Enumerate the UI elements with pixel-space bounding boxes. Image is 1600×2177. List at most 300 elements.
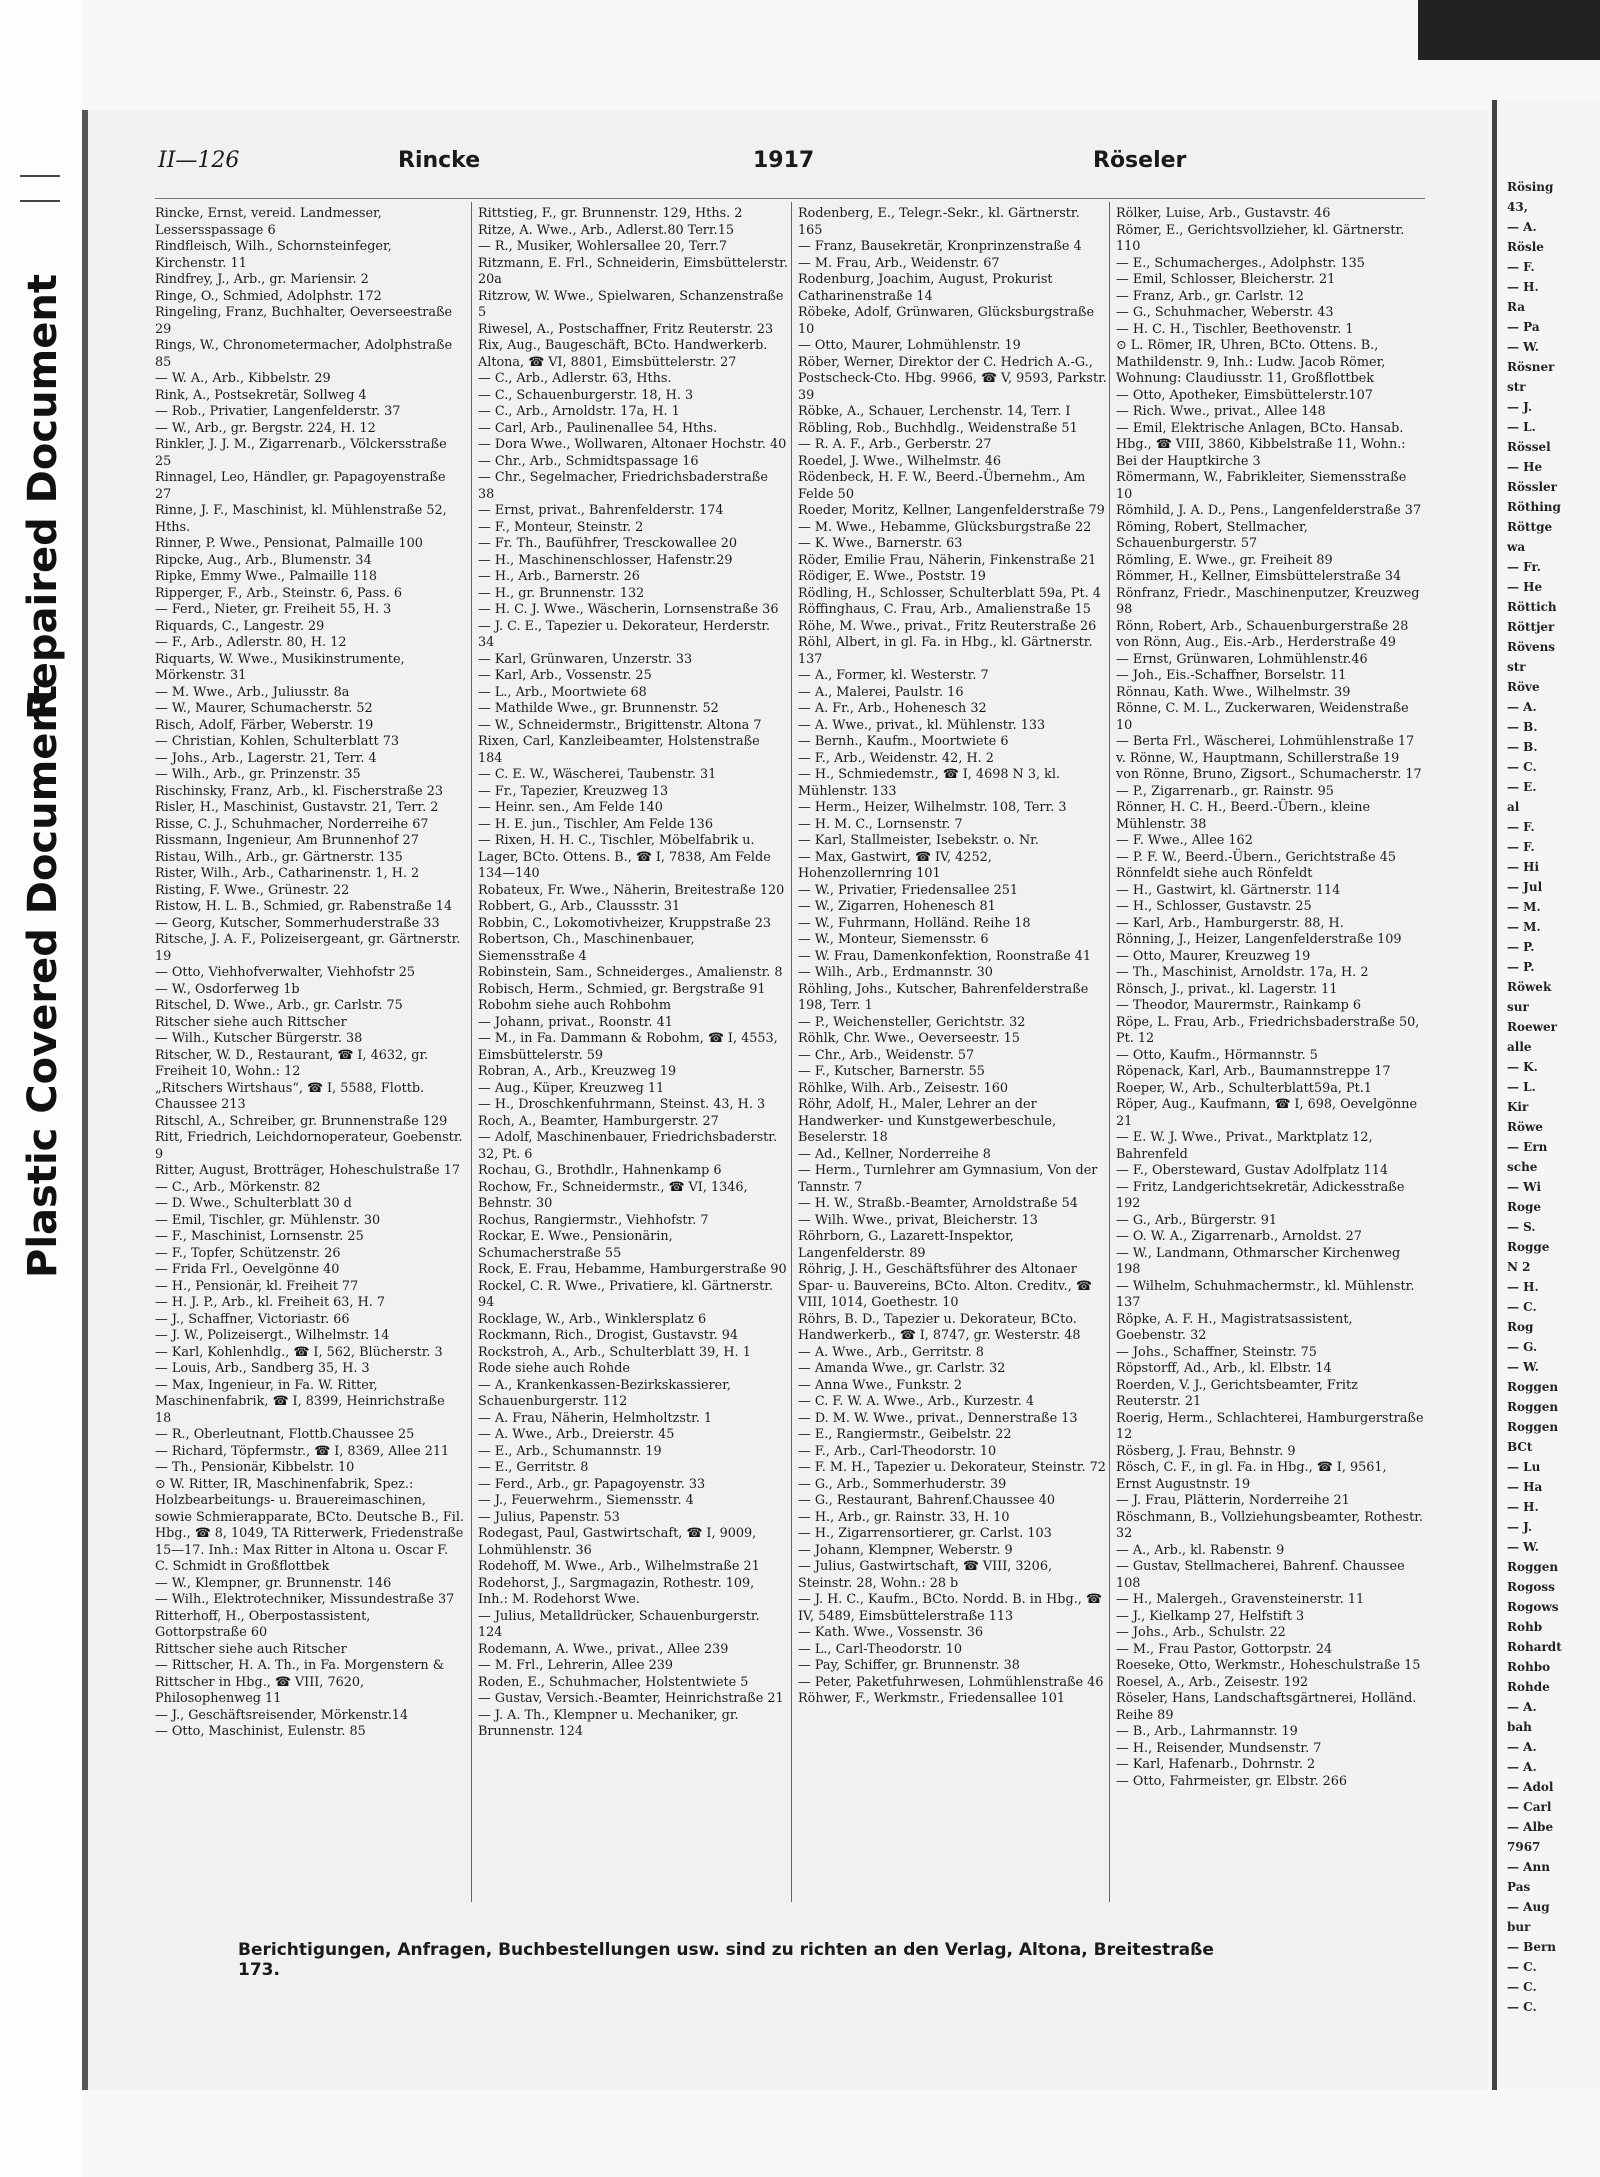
directory-entry: Rockstroh, A., Arb., Schulterblatt 39, H. 1 [478, 1344, 751, 1360]
directory-entry: — J. Frau, Plätterin, Norderreihe 21 [1116, 1493, 1350, 1508]
directory-entry: — E., Gerritstr. 8 [478, 1460, 589, 1475]
facing-page-fragment: Rössel [1507, 440, 1551, 454]
directory-entry: Rönsch, J., privat., kl. Lagerstr. 11 [1116, 981, 1338, 997]
facing-page-fragment: — C. [1507, 760, 1537, 774]
facing-page-fragment: — Carl [1507, 1800, 1552, 1814]
facing-page-fragment: str [1507, 380, 1526, 394]
facing-page-fragment: bur [1507, 1920, 1531, 1934]
directory-entry: — Rittscher, H. A. Th., in Fa. Morgenstern & Rittscher in Hbg., ☎ VIII, 7620, Philosophenweg 11 [155, 1658, 445, 1706]
facing-page-fragment: Rohb [1507, 1620, 1543, 1634]
directory-entry: — Karl, Hafenarb., Dohrnstr. 2 [1116, 1757, 1316, 1772]
directory-entry: — Wilh. Wwe., privat, Bleicherstr. 13 [798, 1212, 1038, 1228]
directory-entry: Riquards, C., Langestr. 29 [155, 618, 325, 634]
directory-entry: — Julius, Papenstr. 53 [478, 1509, 620, 1525]
directory-entry: Ringeling, Franz, Buchhalter, Oeverseestraße 29 [155, 305, 453, 337]
directory-entry: — W., Fuhrmann, Holländ. Reihe 18 [798, 915, 1031, 931]
directory-entry: Rindfrey, J., Arb., gr. Mariensir. 2 [155, 272, 369, 287]
directory-entry: — Adolf, Maschinenbauer, Friedrichsbaderstr. 32, Pt. 6 [478, 1130, 778, 1162]
directory-entry: — Johs., Arb., Schulstr. 22 [1116, 1625, 1286, 1640]
directory-entry: — P. F. W., Beerd.-Übern., Gerichtstraße 45 [1116, 849, 1397, 865]
directory-entry: — A., Former, kl. Westerstr. 7 [798, 668, 989, 683]
directory-entry: Rönnfeldt siehe auch Rönfeldt [1116, 866, 1313, 881]
directory-entry: — Ernst, Grünwaren, Lohmühlenstr.46 [1116, 651, 1368, 667]
directory-entry: Ripke, Emmy Wwe., Palmaille 118 [155, 569, 378, 584]
facing-page-fragment: — Ern [1507, 1140, 1548, 1154]
directory-entry: — E., Rangiermstr., Geibelstr. 22 [798, 1427, 1012, 1442]
directory-entry: Ringe, O., Schmied, Adolphstr. 172 [155, 288, 382, 304]
facing-page-fragment: Rövens [1507, 640, 1556, 654]
directory-entry: — G., Schuhmacher, Weberstr. 43 [1116, 305, 1334, 320]
directory-entry: — P., Weichensteller, Gerichtstr. 32 [798, 1014, 1026, 1030]
directory-entry: Röming, Robert, Stellmacher, Schauenburgerstr. 57 [1116, 519, 1308, 551]
directory-entry: Roerden, V. J., Gerichtsbeamter, Fritz Reuterstr. 21 [1116, 1377, 1358, 1409]
directory-entry: — Otto, Apotheker, Eimsbüttelerstr.107 [1116, 387, 1373, 403]
facing-page-fragment: Rogows [1507, 1600, 1559, 1614]
directory-entry: — Joh., Eis.-Schaffner, Borselstr. 11 [1116, 668, 1347, 683]
facing-page-fragment: Röwe [1507, 1120, 1543, 1134]
directory-entry: Rödiger, E. Wwe., Poststr. 19 [798, 569, 986, 584]
directory-entry: Robohm siehe auch Rohbohm [478, 998, 671, 1013]
facing-page-fragment: — M. [1507, 900, 1541, 914]
directory-entry: — Theodor, Maurermstr., Rainkamp 6 [1116, 998, 1362, 1013]
directory-entry: Roeder, Moritz, Kellner, Langenfelderstraße 79 [798, 503, 1105, 518]
directory-entry: — Rich. Wwe., privat., Allee 148 [1116, 404, 1326, 419]
directory-entry: Rittstieg, F., gr. Brunnenstr. 129, Hths. 2 [478, 206, 743, 221]
facing-page-fragment: — Hi [1507, 860, 1540, 874]
directory-entry: — Pay, Schiffer, gr. Brunnenstr. 38 [798, 1658, 1020, 1673]
facing-page-fragment: — H. [1507, 1280, 1539, 1294]
directory-entry: — R. A. F., Arb., Gerberstr. 27 [798, 437, 992, 452]
facing-page-fragment: — F. [1507, 820, 1535, 834]
directory-entry: — Rob., Privatier, Langenfelderstr. 37 [155, 404, 401, 419]
directory-entry: — Wilh., Arb., Erdmannstr. 30 [798, 965, 993, 980]
scan-edge-dark [1418, 0, 1600, 60]
directory-entry: Rincke, Ernst, vereid. Landmesser, Lessersspassage 6 [155, 206, 382, 238]
directory-entry: — Herm., Heizer, Wilhelmstr. 108, Terr. 3 [798, 800, 1067, 815]
directory-entry: — Otto, Kaufm., Hörmannstr. 5 [1116, 1047, 1318, 1063]
header-rule [155, 198, 1425, 199]
directory-entry: — F., Monteur, Steinstr. 2 [478, 519, 644, 535]
directory-entry: — M. Frl., Lehrerin, Allee 239 [478, 1658, 674, 1673]
directory-entry: — Amanda Wwe., gr. Carlstr. 32 [798, 1361, 1006, 1376]
directory-entry: — J., Schaffner, Victoriastr. 66 [155, 1311, 350, 1327]
directory-entry: — C. F. W. A. Wwe., Arb., Kurzestr. 4 [798, 1394, 1035, 1409]
facing-page-fragment: — A. [1507, 700, 1537, 714]
facing-page-fragment: — Pa [1507, 320, 1540, 334]
directory-entry: — A., Malerei, Paulstr. 16 [798, 684, 964, 700]
facing-page-fragment: — C. [1507, 1980, 1537, 1994]
directory-entry: — W., Zigarren, Hohenesch 81 [798, 899, 996, 914]
side-label-panel [0, 0, 82, 2177]
directory-entry: Rodenburg, Joachim, August, Prokurist Catharinenstraße 14 [798, 272, 1053, 304]
directory-entry: Röschmann, B., Vollziehungsbeamter, Rothestr. 32 [1116, 1509, 1424, 1541]
directory-entry: — Otto, Maurer, Lohmühlenstr. 19 [798, 338, 1021, 353]
directory-entry: — C., Arb., Arnoldstr. 17a, H. 1 [478, 404, 680, 419]
facing-page-fragment: — Lu [1507, 1460, 1541, 1474]
directory-entry: Rockar, E. Wwe., Pensionärin, Schumacherstraße 55 [478, 1229, 673, 1261]
facing-page-fragment: Röve [1507, 680, 1540, 694]
directory-entry: Rix, Aug., Baugeschäft, BCto. Handwerkerb. Altona, ☎ VI, 8801, Eimsbüttelerstr. 27 [478, 338, 768, 370]
document-page [82, 110, 1488, 2090]
directory-entry: — Johs., Schaffner, Steinstr. 75 [1116, 1344, 1317, 1360]
side-tick-mark [20, 175, 60, 177]
directory-entry: Rönne, C. M. L., Zuckerwaren, Weidenstraße 10 [1116, 701, 1409, 733]
directory-entry: Röhrborn, G., Lazarett-Inspektor, Langenfelderstr. 89 [798, 1229, 1014, 1261]
column-divider [1109, 202, 1110, 1902]
directory-entry: — L., Arb., Moortwiete 68 [478, 684, 647, 700]
page-number: II—126 [158, 148, 240, 173]
directory-entry: — C., Schauenburgerstr. 18, H. 3 [478, 387, 694, 403]
directory-entry: — Chr., Arb., Schmidtspassage 16 [478, 453, 699, 469]
directory-entry: — H. M. C., Lornsenstr. 7 [798, 816, 963, 832]
directory-entry: Röpke, A. F. H., Magistratsassistent, Goebenstr. 32 [1116, 1311, 1353, 1343]
facing-page-fragment: — E. [1507, 780, 1537, 794]
facing-page-fragment: Rösing [1507, 180, 1554, 194]
directory-entry: Ripperger, F., Arb., Steinstr. 6, Pass. 6 [155, 585, 402, 601]
facing-page-fragment: Röwek [1507, 980, 1552, 994]
facing-page-fragment: Röttich [1507, 600, 1557, 614]
directory-entry: Ripcke, Aug., Arb., Blumenstr. 34 [155, 552, 372, 568]
directory-entry: — A. Frau, Näherin, Helmholtzstr. 1 [478, 1410, 713, 1426]
directory-entry: Römermann, W., Fabrikleiter, Siemensstraße 10 [1116, 470, 1407, 502]
directory-entry: — D. M. W. Wwe., privat., Dennerstraße 13 [798, 1410, 1078, 1426]
directory-entry: ⊙ L. Römer, IR, Uhren, BCto. Ottens. B., Mathildenstr. 9, Inh.: Ludw. Jacob Römer, Wohnung: Claudiusstr. 11, Großflottbek [1116, 338, 1386, 386]
directory-entry: Röhrs, B. D., Tapezier u. Dekorateur, BCto. Handwerkerb., ☎ I, 8747, gr. Westerstr. 48 [798, 1311, 1081, 1343]
directory-entry: Röseler, Hans, Landschaftsgärtnerei, Holländ. Reihe 89 [1116, 1691, 1417, 1723]
directory-entry: — Kath. Wwe., Vossenstr. 36 [798, 1625, 984, 1640]
facing-page-fragment: — A. [1507, 1700, 1537, 1714]
directory-entry: Röpstorff, Ad., Arb., kl. Elbstr. 14 [1116, 1361, 1332, 1376]
directory-entry: — O. W. A., Zigarrenarb., Arnoldst. 27 [1116, 1229, 1362, 1244]
facing-page-fragment: — C. [1507, 1960, 1537, 1974]
directory-entry: — H., Reisender, Mundsenstr. 7 [1116, 1740, 1322, 1756]
header-first-entry: Rincke [398, 148, 481, 173]
facing-page-fragment: — F. [1507, 840, 1535, 854]
directory-entry: — Otto, Viehhofverwalter, Viehhofstr 25 [155, 965, 416, 980]
directory-entry: Roch, A., Beamter, Hamburgerstr. 27 [478, 1113, 719, 1129]
directory-entry: — D. Wwe., Schulterblatt 30 d [155, 1196, 352, 1211]
directory-entry: — H. E. jun., Tischler, Am Felde 136 [478, 816, 713, 832]
facing-page-fragment: — A. [1507, 1740, 1537, 1754]
directory-entry: Römmer, H., Kellner, Eimsbüttelerstraße 34 [1116, 569, 1402, 584]
directory-entry: Rönn, Robert, Arb., Schauenburgerstraße 28 [1116, 618, 1409, 634]
directory-entry: — Emil, Schlosser, Bleicherstr. 21 [1116, 272, 1336, 287]
directory-entry: Rodehorst, J., Sargmagazin, Rothestr. 109, Inh.: M. Rodehorst Wwe. [478, 1575, 755, 1607]
side-label-plastic-covered: Plastic Covered Document [20, 684, 66, 1278]
page-footer: Berichtigungen, Anfragen, Buchbestellungen usw. sind zu richten an den Verlag, Altona, Breitestraße 173. [238, 1940, 1214, 1980]
directory-entry: Rinnagel, Leo, Händler, gr. Papagoyenstraße 27 [155, 470, 446, 502]
directory-entry: — F., Arb., Adlerstr. 80, H. 12 [155, 635, 347, 650]
facing-page-fragment: — L. [1507, 1080, 1536, 1094]
directory-entry: — H., Arb., Barnerstr. 26 [478, 569, 640, 584]
directory-entry: Ristau, Wilh., Arb., gr. Gärtnerstr. 135 [155, 849, 403, 865]
directory-entry: Rister, Wilh., Arb., Catharinenstr. 1, H. 2 [155, 866, 420, 881]
directory-entry: Rockmann, Rich., Drogist, Gustavstr. 94 [478, 1328, 739, 1343]
directory-entry: Röhrig, J. H., Geschäftsführer des Altonaer Spar- u. Bauvereins, BCto. Alton. Creditv., ☎ VIII, 1014, Goethestr. 10 [798, 1262, 1092, 1310]
facing-page-fragment: N 2 [1507, 1260, 1531, 1274]
directory-entry: Röpenack, Karl, Arb., Baumannstreppe 17 [1116, 1064, 1391, 1079]
facing-page-fragment: — B. [1507, 740, 1538, 754]
directory-entry: Römling, E. Wwe., gr. Freiheit 89 [1116, 552, 1333, 568]
facing-page-fragment: Röttjer [1507, 620, 1555, 634]
directory-entry: — H., Arb., gr. Rainstr. 33, H. 10 [798, 1509, 1010, 1525]
directory-entry: — W., Arb., gr. Bergstr. 224, H. 12 [155, 420, 376, 436]
facing-page-fragment: — M. [1507, 920, 1541, 934]
directory-entry: — Christian, Kohlen, Schulterblatt 73 [155, 734, 400, 749]
directory-entry: Röbeke, Adolf, Grünwaren, Glücksburgstraße 10 [798, 305, 1095, 337]
side-tick-mark [20, 200, 60, 202]
directory-entry: — H., Schmiedemstr., ☎ I, 4698 N 3, kl. Mühlenstr. 133 [798, 767, 1061, 799]
facing-page-fragment: — Bern [1507, 1940, 1557, 1954]
directory-entry: — M. Wwe., Arb., Juliusstr. 8a [155, 684, 350, 700]
facing-page-fragment: Roggen [1507, 1400, 1559, 1414]
facing-page-fragment: — Ha [1507, 1480, 1543, 1494]
directory-entry: Rönnau, Kath. Wwe., Wilhelmstr. 39 [1116, 684, 1351, 700]
directory-entry: — Franz, Arb., gr. Carlstr. 12 [1116, 288, 1304, 304]
directory-entry: Risler, H., Maschinist, Gustavstr. 21, Terr. 2 [155, 800, 439, 815]
facing-page-fragment: — W. [1507, 1540, 1539, 1554]
facing-page-fragment: — C. [1507, 2000, 1537, 2014]
directory-entry: — F., Obersteward, Gustav Adolfplatz 114 [1116, 1163, 1388, 1178]
directory-entry: — P., Zigarrenarb., gr. Rainstr. 95 [1116, 783, 1334, 799]
facing-page-fragment: — P. [1507, 940, 1535, 954]
directory-entry: Ritschel, D. Wwe., Arb., gr. Carlstr. 75 [155, 998, 403, 1013]
directory-entry: Robbert, G., Arb., Claussstr. 31 [478, 899, 681, 914]
directory-entry: Robertson, Ch., Maschinenbauer, Siemensstraße 4 [478, 932, 695, 964]
directory-entry: Ritzmann, E. Frl., Schneiderin, Eimsbüttelerstr. 20a [478, 255, 788, 287]
directory-entry: — Karl, Arb., Vossenstr. 25 [478, 668, 652, 683]
facing-page-fragment: Rösle [1507, 240, 1544, 254]
directory-entry: Röder, Emilie Frau, Näherin, Finkenstraße 21 [798, 552, 1097, 568]
directory-entry: Rinkler, J. J. M., Zigarrenarb., Völckersstraße 25 [155, 437, 447, 469]
directory-entry: — Karl, Grünwaren, Unzerstr. 33 [478, 651, 693, 667]
directory-entry: Robisch, Herm., Schmied, gr. Bergstraße 91 [478, 981, 766, 997]
directory-entry: — M., in Fa. Dammann & Robohm, ☎ I, 4553, Eimsbüttelerstr. 59 [478, 1031, 778, 1063]
directory-entry: — J., Kielkamp 27, Helfstift 3 [1116, 1608, 1305, 1624]
directory-entry: Rindfleisch, Wilh., Schornsteinfeger, Kirchenstr. 11 [155, 239, 392, 271]
directory-entry: Rischinsky, Franz, Arb., kl. Fischerstraße 23 [155, 783, 444, 799]
facing-page-fragment: Rog [1507, 1320, 1534, 1334]
facing-page-fragment: — L. [1507, 420, 1536, 434]
directory-entry: — Wilhelm, Schuhmachermstr., kl. Mühlenstr. 137 [1116, 1278, 1415, 1310]
directory-entry: — Georg, Kutscher, Sommerhuderstraße 33 [155, 915, 440, 931]
directory-entry: — Otto, Maschinist, Eulenstr. 85 [155, 1724, 366, 1739]
directory-entry: — H. J. P., Arb., kl. Freiheit 63, H. 7 [155, 1295, 386, 1310]
facing-page-fragment: — H. [1507, 280, 1539, 294]
directory-entry: Rönfranz, Friedr., Maschinenputzer, Kreuzweg 98 [1116, 585, 1420, 617]
directory-entry: — Fritz, Landgerichtsekretär, Adickesstraße 192 [1116, 1179, 1405, 1211]
facing-page-fragment: — Fr. [1507, 560, 1541, 574]
directory-entry: — Karl, Arb., Hamburgerstr. 88, H. [1116, 915, 1344, 931]
directory-entry: — Otto, Maurer, Kreuzweg 19 [1116, 948, 1311, 964]
directory-entry: Robbin, C., Lokomotivheizer, Kruppstraße 23 [478, 915, 771, 931]
directory-entry: Rittscher siehe auch Ritscher [155, 1641, 347, 1657]
facing-page-fragment: Röttge [1507, 520, 1553, 534]
directory-entry: — F. M. H., Tapezier u. Dekorateur, Steinstr. 72 [798, 1460, 1106, 1475]
facing-page-fragment: Kir [1507, 1100, 1529, 1114]
directory-entry: ⊙ W. Ritter, IR, Maschinenfabrik, Spez.: Holzbearbeitungs- u. Brauereimaschinen, sowie Schmierapparate, BCto. Deutsche B., Fil. Hbg., ☎ 8, 1049, TA Ritterwerk, Friedenstraße 15—17. Inh.: Max Ritter in Altona u. Oscar F. C. Schmidt in Großflottbek [155, 1476, 465, 1574]
directory-entry: Röber, Werner, Direktor der C. Hedrich A.-G., Postscheck-Cto. Hbg. 9966, ☎ V, 9593, Parkstr. 39 [798, 354, 1107, 403]
directory-entry: — A., Arb., kl. Rabenstr. 9 [1116, 1542, 1285, 1558]
directory-entry: Rockel, C. R. Wwe., Privatiere, kl. Gärtnerstr. 94 [478, 1278, 774, 1310]
column-divider [791, 202, 792, 1902]
directory-entry: — E., Schumacherges., Adolphstr. 135 [1116, 255, 1365, 271]
directory-entry: — J. A. Th., Klempner u. Mechaniker, gr. Brunnenstr. 124 [478, 1707, 739, 1739]
directory-entry: — J., Geschäftsreisender, Mörkenstr.14 [155, 1707, 409, 1723]
directory-entry: — Max, Ingenieur, in Fa. W. Ritter, Maschinenfabrik, ☎ I, 8399, Heinrichstraße 18 [155, 1377, 445, 1426]
directory-entry: — H., Maschinenschlosser, Hafenstr.29 [478, 552, 733, 568]
facing-page-fragment: al [1507, 800, 1520, 814]
directory-entry: — Fr. Th., Baufühfrer, Tresckowallee 20 [478, 536, 738, 551]
directory-entry: — Heinr. sen., Am Felde 140 [478, 800, 663, 815]
directory-entry: Roerig, Herm., Schlachterei, Hamburgerstraße 12 [1116, 1410, 1424, 1442]
directory-entry: „Ritschers Wirtshaus“, ☎ I, 5588, Flottb. Chaussee 213 [155, 1080, 425, 1112]
directory-entry: — Chr., Segelmacher, Friedrichsbaderstraße 38 [478, 470, 768, 502]
directory-entry: Ritterhoff, H., Oberpostassistent, Gottorpstraße 60 [155, 1608, 371, 1640]
directory-entry: — Johann, privat., Roonstr. 41 [478, 1014, 673, 1030]
facing-page-fragment: — C. [1507, 1300, 1537, 1314]
directory-entry: Roden, E., Schuhmacher, Holstentwiete 5 [478, 1674, 749, 1690]
facing-page-fragment: — A. [1507, 220, 1537, 234]
directory-entry: Rock, E. Frau, Hebamme, Hamburgerstraße 90 [478, 1262, 787, 1277]
facing-page-fragment: Roggen [1507, 1420, 1559, 1434]
directory-entry: — Ad., Kellner, Norderreihe 8 [798, 1146, 991, 1162]
directory-entry: — F., Arb., Weidenstr. 42, H. 2 [798, 750, 994, 766]
directory-entry: — H. C. J. Wwe., Wäscherin, Lornsenstraße 36 [478, 602, 779, 617]
directory-entry: Römer, E., Gerichtsvollzieher, kl. Gärtnerstr. 110 [1116, 222, 1405, 254]
directory-entry: — W., Privatier, Friedensallee 251 [798, 882, 1019, 898]
directory-entry: Rings, W., Chronometermacher, Adolphstraße 85 [155, 338, 453, 370]
directory-entry: — H. W., Straßb.-Beamter, Arnoldstraße 54 [798, 1196, 1078, 1211]
directory-entry: — W., Klempner, gr. Brunnenstr. 146 [155, 1575, 392, 1591]
directory-entry: — Gustav, Versich.-Beamter, Heinrichstraße 21 [478, 1691, 784, 1706]
directory-entry: Röper, Aug., Kaufmann, ☎ I, 698, Oevelgönne 21 [1116, 1097, 1418, 1129]
directory-entry: — E., Arb., Schumannstr. 19 [478, 1443, 662, 1459]
directory-entry: Röffinghaus, C. Frau, Arb., Amalienstraße 15 [798, 602, 1091, 617]
directory-entry: — M. Wwe., Hebamme, Glücksburgstraße 22 [798, 519, 1092, 535]
directory-entry: Ritter, August, Brotträger, Hoheschulstraße 17 [155, 1163, 460, 1178]
directory-column-1 [155, 206, 465, 1741]
directory-entry: — Rixen, H. H. C., Tischler, Möbelfabrik u. Lager, BCto. Ottens. B., ☎ I, 7838, Am Felde 134—140 [478, 833, 771, 881]
directory-entry: — Berta Frl., Wäscherei, Lohmühlenstraße 17 [1116, 734, 1415, 749]
facing-page-fragment: Roggen [1507, 1560, 1559, 1574]
facing-page-fragment: — F. [1507, 260, 1535, 274]
directory-entry: — Anna Wwe., Funkstr. 2 [798, 1377, 962, 1393]
directory-entry: Rinne, J. F., Maschinist, kl. Mühlenstraße 52, Hths. [155, 503, 447, 535]
directory-entry: Risch, Adolf, Färber, Weberstr. 19 [155, 717, 374, 733]
directory-entry: — J., Feuerwehrm., Siemensstr. 4 [478, 1493, 694, 1508]
facing-page-fragment: — P. [1507, 960, 1535, 974]
directory-entry: Rodegast, Paul, Gastwirtschaft, ☎ I, 9009, Lohmühlenstr. 36 [478, 1526, 757, 1558]
directory-entry: Röhr, Adolf, H., Maler, Lehrer an der Handwerker- und Kunstgewerbeschule, Beselerstr. 18 [798, 1097, 1057, 1145]
directory-entry: — A., Krankenkassen-Bezirkskassierer, Schauenburgerstr. 112 [478, 1377, 731, 1409]
facing-page-fragment: — He [1507, 460, 1543, 474]
directory-entry: — W., Monteur, Siemensstr. 6 [798, 932, 989, 947]
directory-entry: — Chr., Arb., Weidenstr. 57 [798, 1047, 975, 1063]
column-divider [471, 202, 472, 1902]
facing-page-fragment: — He [1507, 580, 1543, 594]
directory-entry: Rochow, Fr., Schneidermstr., ☎ VI, 1346, Behnstr. 30 [478, 1179, 748, 1211]
directory-entry: Ritsche, J. A. F., Polizeisergeant, gr. Gärtnerstr. 19 [155, 932, 461, 964]
directory-entry: Ritze, A. Wwe., Arb., Adlerst.80 Terr.15 [478, 222, 734, 238]
directory-entry: — Bernh., Kaufm., Moortwiete 6 [798, 734, 1009, 749]
directory-entry: Rodenberg, E., Telegr.-Sekr., kl. Gärtnerstr. 165 [798, 206, 1080, 238]
facing-page-fragment: Rohde [1507, 1680, 1550, 1694]
directory-entry: Risse, C. J., Schuhmacher, Norderreihe 67 [155, 816, 429, 832]
facing-page-fragment: — J. [1507, 400, 1533, 414]
directory-entry: Roesel, A., Arb., Zeisestr. 192 [1116, 1674, 1309, 1690]
directory-entry: Robinstein, Sam., Schneiderges., Amalienstr. 8 [478, 965, 783, 980]
facing-page-fragment: Roggen [1507, 1380, 1559, 1394]
directory-entry: — G., Arb., Sommerhuderstr. 39 [798, 1476, 1007, 1492]
facing-page-fragment: Rössler [1507, 480, 1558, 494]
facing-page-fragment: — K. [1507, 1060, 1538, 1074]
directory-entry: Rink, A., Postsekretär, Sollweg 4 [155, 387, 367, 403]
facing-page-fragment: Roewer [1507, 1020, 1557, 1034]
directory-entry: — A. Wwe., Arb., Dreierstr. 45 [478, 1427, 675, 1442]
directory-entry: — Karl, Kohlenhdlg., ☎ I, 562, Blücherstr. 3 [155, 1344, 443, 1360]
directory-entry: — K. Wwe., Barnerstr. 63 [798, 536, 963, 551]
directory-entry: — H., gr. Brunnenstr. 132 [478, 585, 645, 601]
directory-entry: — B., Arb., Lahrmannstr. 19 [1116, 1724, 1298, 1739]
facing-page-fragment: — Wi [1507, 1180, 1542, 1194]
directory-entry: — L., Carl-Theodorstr. 10 [798, 1641, 962, 1657]
directory-entry: Roeseke, Otto, Werkmstr., Hoheschulstraße 15 [1116, 1658, 1421, 1673]
directory-entry: Ritt, Friedrich, Leichdornoperateur, Goebenstr. 9 [155, 1130, 463, 1162]
facing-page-edge [1492, 100, 1600, 2090]
directory-entry: — Dora Wwe., Wollwaren, Altonaer Hochstr. 40 [478, 437, 787, 452]
directory-entry: Röhe, M. Wwe., privat., Fritz Reuterstraße 26 [798, 618, 1097, 634]
facing-page-fragment: — Adol [1507, 1780, 1554, 1794]
directory-entry: Röhlk, Chr. Wwe., Oeverseestr. 15 [798, 1031, 1020, 1046]
facing-page-fragment: — W. [1507, 1360, 1539, 1374]
directory-entry: — Emil, Tischler, gr. Mühlenstr. 30 [155, 1212, 381, 1228]
directory-entry: — Ferd., Arb., gr. Papagoyenstr. 33 [478, 1476, 706, 1492]
header-year: 1917 [753, 148, 815, 173]
directory-entry: Ritschl, A., Schreiber, gr. Brunnenstraße 129 [155, 1113, 448, 1129]
directory-entry: Ristow, H. L. B., Schmied, gr. Rabenstraße 14 [155, 899, 453, 914]
directory-entry: Rösch, C. F., in gl. Fa. in Hbg., ☎ I, 9561, Ernst Augustnstr. 19 [1116, 1460, 1387, 1492]
facing-page-fragment: — A. [1507, 1760, 1537, 1774]
directory-entry: — G., Restaurant, Bahrenf.Chaussee 40 [798, 1493, 1055, 1508]
directory-entry: — Wilh., Elektrotechniker, Missundestraße 37 [155, 1592, 455, 1607]
directory-entry: Römhild, J. A. D., Pens., Langenfelderstraße 37 [1116, 503, 1422, 518]
facing-page-fragment: — Albe [1507, 1820, 1554, 1834]
facing-page-fragment: Röthing [1507, 500, 1561, 514]
directory-entry: Rissmann, Ingenieur, Am Brunnenhof 27 [155, 833, 419, 848]
facing-page-fragment: sur [1507, 1000, 1529, 1014]
directory-column-4 [1116, 206, 1426, 1790]
directory-entry: Rinner, P. Wwe., Pensionat, Palmaille 100 [155, 536, 423, 551]
directory-entry: — F., Maschinist, Lornsenstr. 25 [155, 1229, 364, 1244]
directory-entry: Ritscher, W. D., Restaurant, ☎ I, 4632, gr. Freiheit 10, Wohn.: 12 [155, 1047, 429, 1079]
facing-page-fragment: 43, [1507, 200, 1528, 214]
page-header [158, 148, 1238, 188]
directory-entry: Rösberg, J. Frau, Behnstr. 9 [1116, 1443, 1296, 1459]
facing-page-fragment: — W. [1507, 340, 1539, 354]
facing-page-fragment: alle [1507, 1040, 1532, 1054]
directory-entry: — A. Wwe., Arb., Gerritstr. 8 [798, 1344, 984, 1360]
directory-entry: — W. Frau, Damenkonfektion, Roonstraße 41 [798, 948, 1092, 964]
directory-entry: — Richard, Töpfermstr., ☎ I, 8369, Allee 211 [155, 1443, 450, 1459]
facing-page-fragment: — Ann [1507, 1860, 1550, 1874]
directory-entry: — J. W., Polizeisergt., Wilhelmstr. 14 [155, 1328, 390, 1343]
directory-entry: — Fr., Tapezier, Kreuzweg 13 [478, 783, 669, 799]
directory-entry: — W., Schneidermstr., Brigittenstr. Altona 7 [478, 717, 762, 733]
directory-entry: Röhling, Johs., Kutscher, Bahrenfelderstraße 198, Terr. 1 [798, 981, 1089, 1013]
directory-entry: Rocklage, W., Arb., Winklersplatz 6 [478, 1311, 707, 1327]
directory-entry: — Wilh., Kutscher Bürgerstr. 38 [155, 1031, 363, 1046]
